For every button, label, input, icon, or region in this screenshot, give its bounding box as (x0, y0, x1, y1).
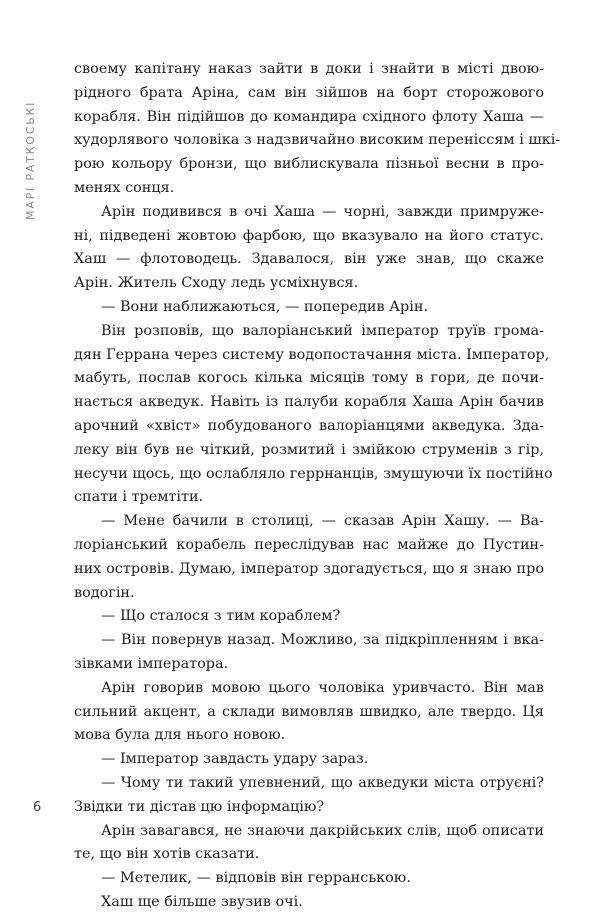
text-line: мабуть, послав когось кілька місяців тому в гори, де почи- (74, 370, 544, 387)
text-line: Арін. Житель Сходу ледь усміхнувся. (74, 275, 359, 292)
text-line: несучи щось, що ослабляло геррнанців, змушуючи їх постійно (74, 465, 553, 482)
page-number: 6 (33, 800, 42, 815)
text-line: Арін завагався, не знаючи дакрійських слів, щоб описати (101, 822, 544, 839)
text-line: ні, підведені жовтою фарбою, що вказувало на його статус. (74, 227, 544, 244)
text-line: нається акведук. Навіть із палуби корабля Хаша Арін бачив (74, 394, 544, 411)
text-line: — Він повернув назад. Можливо, за підкріпленням і вка- (101, 632, 544, 649)
text-line: рою кольору бронзи, що виблискувала пізньої весни в про- (74, 156, 544, 173)
text-line: мова була для нього новою. (74, 727, 286, 744)
text-line: — Мене бачили в столиці, — сказав Арін Хашу. — Ва- (101, 513, 544, 530)
running-head: МАРІ РАТКОСЬКІ (24, 100, 37, 220)
text-line: — Імператор завдасть удару зараз. (101, 751, 369, 768)
body-text (74, 58, 561, 915)
text-line: них островів. Думаю, імператор здогадується, що я знаю про (74, 560, 544, 577)
text-line: Звідки ти дістав цю інформацію? (74, 798, 325, 815)
text-line: — Чому ти такий упевнений, що акведуки міста отруєні? (101, 774, 544, 791)
text-line: сильний акцент, а склади вимовляв швидко, але твердо. Ця (74, 703, 544, 720)
text-line: — Що сталося з тим кораблем? (101, 608, 341, 625)
text-line: Він розповів, що валоріанський імператор труїв грома- (101, 322, 544, 339)
text-line: — Вони наближаються, — попередив Арін. (101, 298, 429, 315)
text-line: рідного брата Аріна, сам він зійшов на борт сторожового (74, 84, 544, 101)
text-line: — Метелик, — відповів він герранською. (101, 870, 411, 887)
text-line: худорлявого чоловіка з надзвичайно високим переніссям і шкі- (74, 132, 561, 149)
text-line: лоріанський корабель переслідував нас майже до Пустин- (74, 536, 544, 553)
text-line: Арін говорив мовою цього чоловіка уривчасто. Він мав (101, 679, 544, 696)
text-line: леку він був не чіткий, розмитий і змійкою струменів з гір, (74, 441, 544, 458)
text-line: водогін. (74, 584, 135, 601)
text-line: спати і тремтіти. (74, 489, 204, 506)
text-line: Хаш — флотоводець. Здавалося, він уже знав, що скаже (74, 251, 544, 268)
text-line: Арін подивився в очі Хаша — чорні, завжди примруже- (101, 203, 544, 220)
text-line: Хаш ще більше звузив очі. (101, 893, 303, 910)
text-line: корабля. Він підійшов до командира східного флоту Хаша — (74, 108, 544, 125)
text-line: арочний «хвіст» побудованого валоріанцями акведука. Зда- (74, 417, 544, 434)
text-line: менях сонця. (74, 179, 175, 196)
text-line: те, що він хотів сказати. (74, 846, 260, 863)
text-line: дян Геррана через систему водопостачання міста. Імператор, (74, 346, 550, 363)
text-line: своему капітану наказ зайти в доки і знайти в місті двою- (74, 61, 544, 77)
text-line: зівками імператора. (74, 655, 229, 672)
